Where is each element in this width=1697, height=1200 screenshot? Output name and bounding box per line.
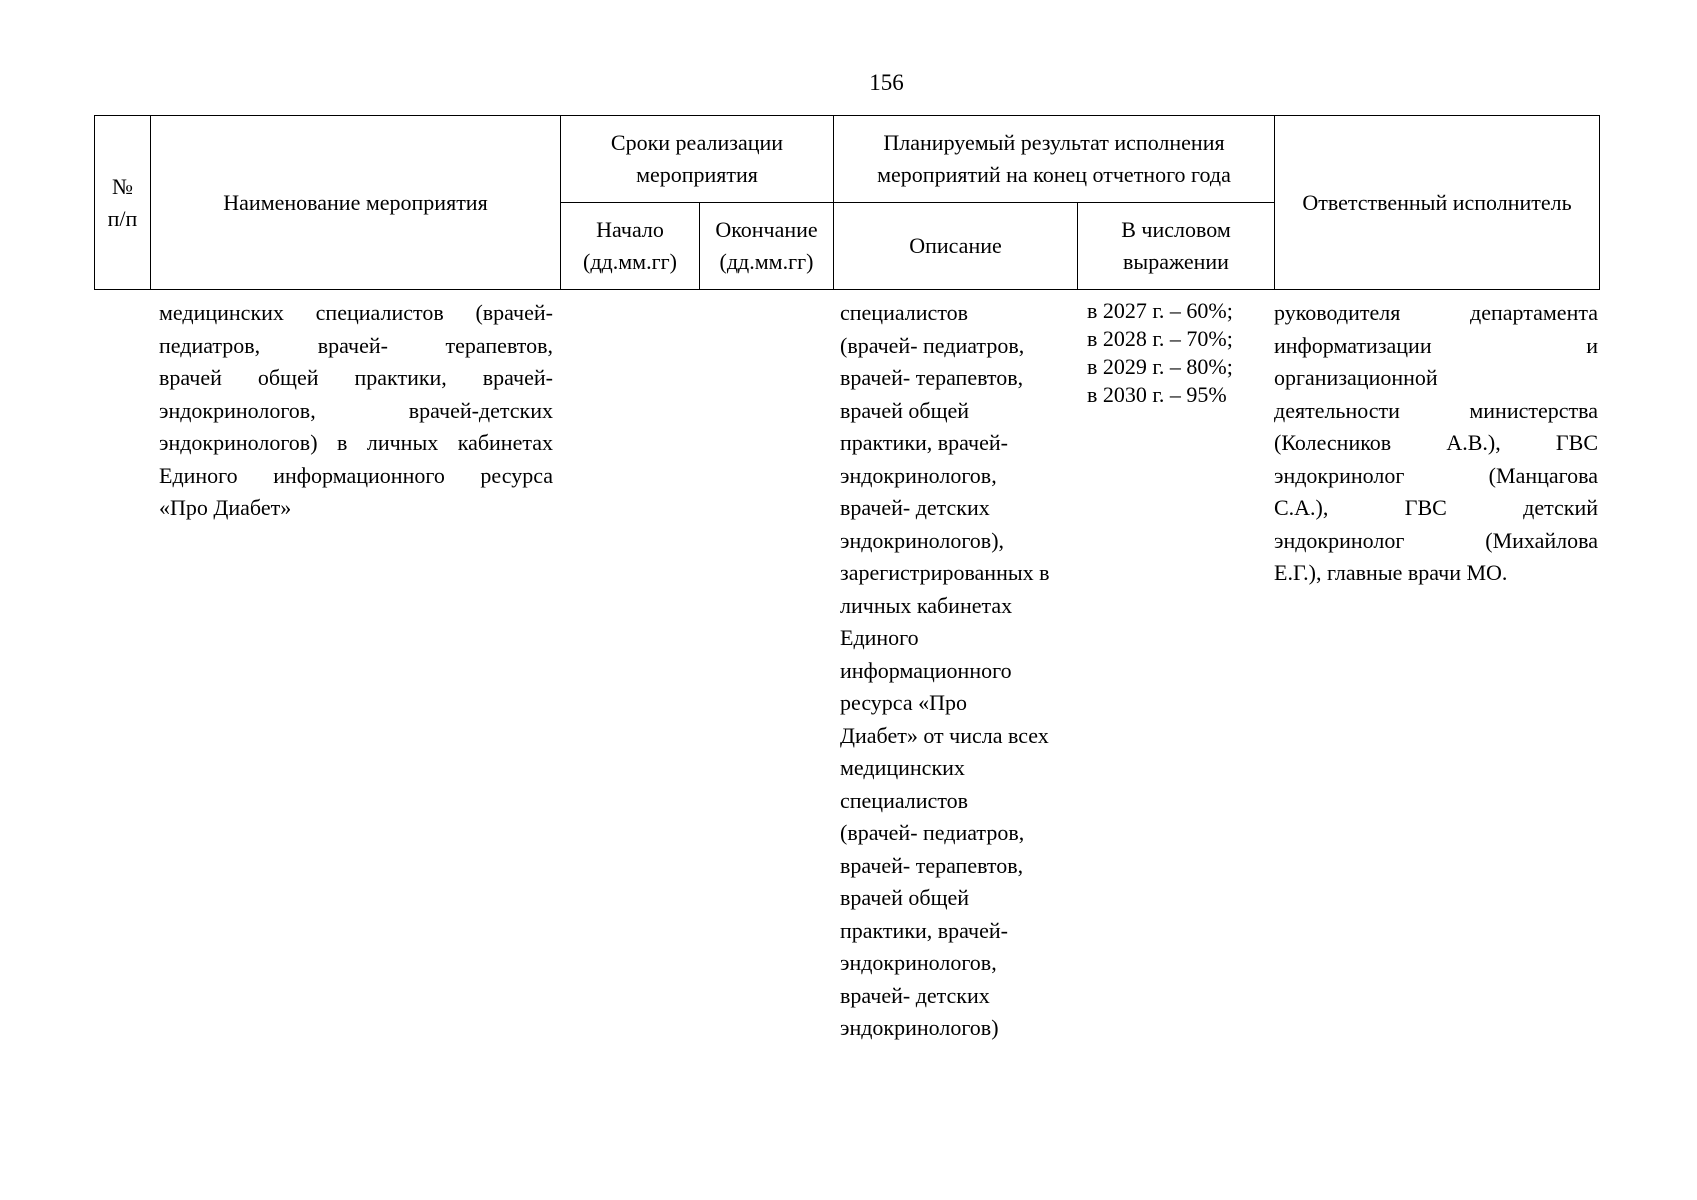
row-description-line: личных кабинетах [840,592,1013,618]
table-header [94,115,1600,290]
row-description-line: врачей общей [840,885,970,910]
row-description-line: врачей- терапевтов, [840,365,1024,390]
row-description-line: ресурса «Про [840,690,967,715]
row-description-line: врачей- терапевтов, [840,852,1024,878]
row-numeric-line: в 2027 г. – 60%; [1087,298,1233,323]
row-name-line: Единого информационного ресурса [159,462,553,488]
row-description-line: информационного [840,657,1012,683]
row-description-line: зарегистрированных в [840,560,1050,585]
header-number-symbol: № [112,173,133,199]
header-number-abbr: п/п [107,205,138,231]
row-name-line: медицинских специалистов (врачей- [159,300,553,325]
row-numeric-cell [1087,297,1257,409]
row-description-line: (врачей- педиатров, [840,820,1025,845]
row-name-line: врачей общей практики, врачей- [159,365,553,390]
header-end: Окончание (дд.мм.гг) [700,203,834,290]
row-description-line: практики, врачей- [840,917,1008,943]
row-numeric-line: в 2029 г. – 80%; [1087,354,1233,379]
row-responsible-line: Е.Г.), главные врачи МО. [1274,560,1508,585]
row-responsible-line: (Колесников А.В.), ГВС [1274,430,1598,455]
row-description-line: практики, врачей- [840,430,1008,455]
row-name-line: эндокринологов, врачей-детских [159,397,553,423]
row-description-line: эндокринологов) [840,1015,999,1040]
row-description-cell [840,297,1080,1045]
row-description-line: врачей общей [840,397,970,423]
row-description-line: эндокринологов), [840,527,1005,553]
header-description: Описание [834,203,1078,290]
row-responsible-line: эндокринолог (Манцагова [1274,462,1598,488]
row-responsible-line: информатизации и [1274,332,1598,358]
header-terms-group: Сроки реализации мероприятия [561,116,834,203]
row-numeric-line: в 2028 г. – 70%; [1087,326,1233,351]
row-description-line: врачей- детских [840,982,990,1008]
header-number-cell [95,116,151,290]
row-name-cell [159,297,553,525]
row-responsible-line: деятельности министерства [1274,397,1598,423]
header-name: Наименование мероприятия [151,116,561,290]
header-numeric: В числовом выражении [1078,203,1275,290]
row-responsible-line: эндокринолог (Михайлова [1274,527,1598,553]
row-description-line: Диабет» от числа всех [840,722,1049,748]
header-start: Начало (дд.мм.гг) [561,203,700,290]
row-description-line: врачей- детских [840,495,990,520]
row-name-line: эндокринологов) в личных кабинетах [159,430,553,455]
row-description-line: эндокринологов, [840,462,997,488]
row-description-line: эндокринологов, [840,950,997,975]
row-numeric-line: в 2030 г. – 95% [1087,382,1227,407]
row-description-line: специалистов [840,787,969,813]
row-responsible-cell [1274,297,1598,590]
row-description-line: Единого [840,625,919,650]
row-name-line: педиатров, врачей- терапевтов, [159,332,553,358]
row-responsible-line: организационной [1274,365,1438,390]
row-description-line: специалистов [840,300,969,325]
row-description-line: (врачей- педиатров, [840,332,1025,358]
row-responsible-line: С.А.), ГВС детский [1274,495,1598,520]
row-name-line: «Про Диабет» [159,495,292,520]
row-description-line: медицинских [840,755,965,780]
page-number: 156 [869,70,904,95]
row-responsible-line: руководителя департамента [1274,300,1598,325]
header-result-group: Планируемый результат исполнения мероприятий на конец отчетного года [834,116,1275,203]
header-responsible: Ответственный исполнитель [1275,116,1600,290]
